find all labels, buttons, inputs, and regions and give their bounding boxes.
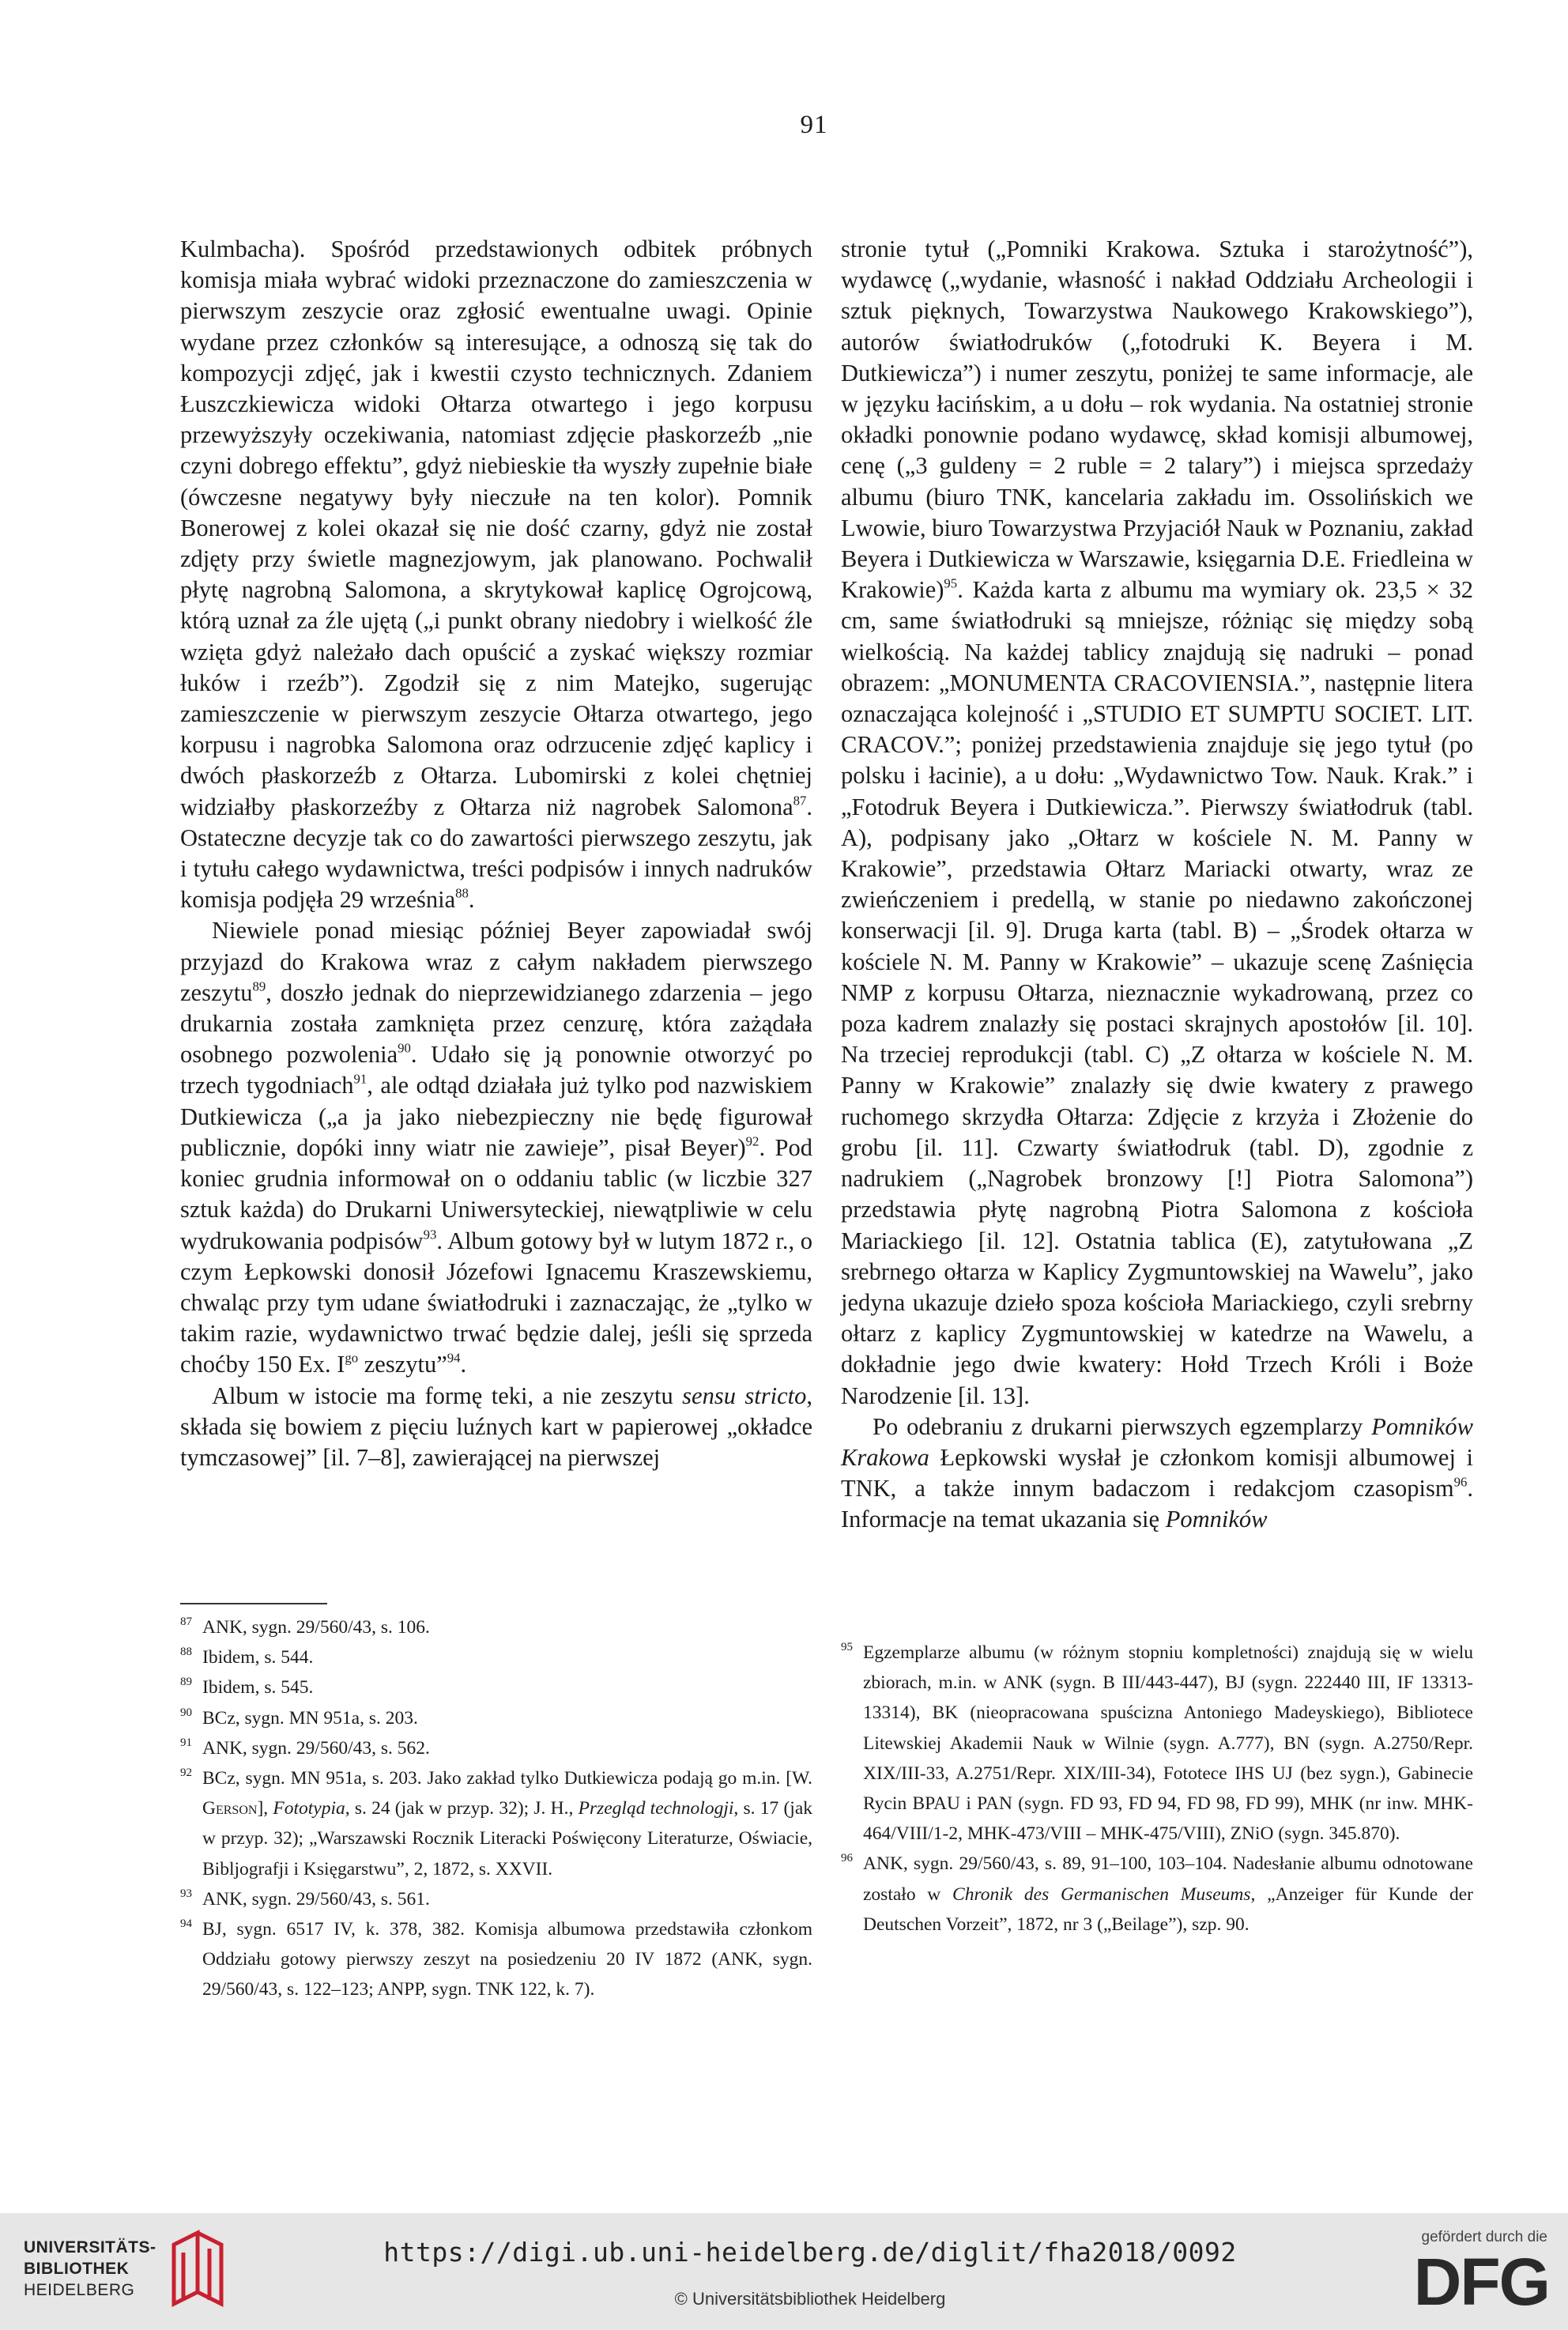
paragraph: Po odebraniu z drukarni pierwszych egzemplarzy Pomników Krakowa Łepkowski wysłał je członkom komisji albumowej i TNK, a także innym badaczom i redakcjom czasopism$^{96}$. Informacje na temat ukazania się Pomników xyxy=(841,1412,1473,1533)
left-column xyxy=(180,234,812,1473)
footnote-ref[interactable]: 90 xyxy=(398,1040,411,1056)
dfg-sponsor-logo[interactable]: gefördert durch die DFG xyxy=(1381,2229,1555,2324)
dfg-logo: DFG xyxy=(1413,2245,1549,2319)
copyright-notice: © Universitätsbibliothek Heidelberg xyxy=(674,2289,946,2309)
document-url-link[interactable]: https://digi.ub.uni-heidelberg.de/diglit/fha2018/0092 xyxy=(383,2237,1237,2268)
paragraph: Niewiele ponad miesiąc później Beyer zapowiadał swój przyjazd do Krakowa wraz z całym nakładem pierwszego zeszytu$^{89}$, doszło jednak do nieprzewidzianego zdarzenia – jego drukarnia została zamknięta przez cenzurę, która zażądała osobnego pozwolenia$^{90}$. Udało się ją ponownie otworzyć po trzech tygodniach$^{91}$, ale odtąd działała już tylko pod nazwiskiem Dutkiewicza („a ja jako niebezpieczny nie będę figurował publicznie, dopóki inny wiatr nie zawieje”, pisał Beyer)$^{92}$. Pod koniec grudnia informował on o oddaniu tablic (w liczbie 327 sztuk każda) do Drukarni Uniwersyteckiej, niewątpliwie w celu wydrukowania podpisów$^{93}$. Album gotowy był w lutym 1872 r., o czym Łepkowski donosił Józefowi Ignacemu Kraszewskiemu, chwaląc przy tym udane światłodruki i zaznaczając, że „tylko w takim razie, wydawnictwo trwać będzie dalej, jeśli się sprzeda choćby 150 Ex. $I^{go}$ zeszytu”$^{94}$. xyxy=(180,917,813,1378)
footnote: 87 ANK, sygn. 29/560/43, s. 106. xyxy=(180,1616,430,1638)
footnotes-left xyxy=(180,1612,812,2005)
footnote: 91 ANK, sygn. 29/560/43, s. 562. xyxy=(180,1736,430,1759)
paragraph: stronie tytuł („Pomniki Krakowa. Sztuka i starożytność”), wydawcę („wydanie, własność i nakład Oddziału Archeologii i sztuk pięknych, Towarzystwa Naukowego Krakowskiego”), autorów światłodruków („fotodruki K. Beyera i M. Dutkiewicza”) i numer zeszytu, poniżej te same informacje, ale w języku łacińskim, a u dołu – rok wydania. Na ostatniej stronie okładki ponownie podano wydawcę, skład komisji albumowej, cenę („3 guldeny = 2 ruble = 2 talary”) i miejsca sprzedaży albumu (biuro TNK, kancelaria zakładu im. Ossolińskich we Lwowie, biuro Towarzystwa Przyjaciół Nauk w Poznaniu, zakład Beyera i Dutkiewicza w Warszawie, księgarnia D.E. Friedleina w Krakowie)$^{95}$. Każda karta z albumu ma wymiary ok. 23,5 × 32 cm, same światłodruki są mniejsze, różniąc się między sobą wielkością. Na każdej tablicy znajdują się nadruki – ponad obrazem: „MONUMENTA CRACOVIENSIA.”, następnie litera oznaczająca kolejność i „STUDIO ET SUMPTU SOCIET. LIT. CRACOV.”; poniżej przedstawienia znajduje się jego tytuł (po polsku i łacinie), a u dołu: „Wydawnictwo Tow. Nauk. Krak.” i „Fotodruk Beyera i Dutkiewicza.”. Pierwszy światłodruk (tabl. A), podpisany jako „Ołtarz w kościele N. M. Panny w Krakowie”, przedstawia Ołtarz Mariacki otwarty, wraz ze zwieńczeniem i predellą, w stanie po niedawno zakończonej konserwacji [il. 9]. Druga karta (tabl. B) – „Środek ołtarza w kościele N. M. Panny w Krakowie” – ukazuje scenę Zaśnięcia NMP z korpusu Ołtarza, nieznacznie wykadrowaną, przez co poza kadrem znalazły się postaci skrajnych apostołów [il. 10]. Na trzeciej reprodukcji (tabl. C) „Z ołtarza w kościele N. M. Panny w Krakowie” znalazły się dwie kwatery z prawego ruchomego skrzydła Ołtarza: Zdjęcie z krzyża i Złożenie do grobu [il. 11]. Czwarty światłodruk (tabl. D), zgodnie z nadrukiem („Nagrobek bronzowy [!] Piotra Salomona”) przedstawia płytę nagrobną Piotra Salomona z kościoła Mariackiego [il. 12]. Ostatnia tablica (E), zatytułowana „Z srebrnego ołtarza w Kaplicy Zygmuntowskiej na Wawelu”, jako jedyna ukazuje dzieło spoza kościoła Mariackiego, czyli srebrny ołtarz z kaplicy Zygmuntowskiej w katedrze na Wawelu, a dokładnie jego dwie kwatery: Hołd Trzech Króli i Boże Narodzenie [il. 13]. xyxy=(841,236,1473,1409)
footnote: 96 ANK, sygn. 29/560/43, s. 89, 91–100, 103–104. Nadesłanie albumu odnotowane zostało w Chronik des Germanischen Museums, „Anzeiger für Kunde der Deutschen Vorzeit”, 1872, nr 3 („Beilage”), szp. 90. xyxy=(841,1852,1473,1935)
footnote-divider xyxy=(180,1603,327,1604)
right-column xyxy=(841,234,1473,1536)
paragraph: Album w istocie ma formę teki, a nie zeszytu sensu stricto, składa się bowiem z pięciu luźnych kart w papierowej „okładce tymczasowej” [il. 7–8], zawierającej na pierwszej xyxy=(180,1382,812,1471)
footnote-ref[interactable]: 87 xyxy=(793,793,807,809)
footnote-ref[interactable]: 96 xyxy=(1453,1474,1468,1490)
university-library-logo[interactable]: UNIVERSITÄTS- BIBLIOTHEK HEIDELBERG xyxy=(24,2235,261,2306)
footnote: 92 BCz, sygn. MN 951a, s. 203. Jako zakład tylko Dutkiewicza podają go m.in. [W. Gerson], Fototypia, s. 24 (jak w przyp. 32); J. H., Przegląd technologji, s. 17 (jak w przyp. 32); „Warszawski Rocznik Literacki Poświęcony Literaturze, Oświacie, Bibljografji i Księgarstwu”, 2, 1872, s. XXVII. xyxy=(180,1766,812,1879)
footnote-ref[interactable]: 95 xyxy=(944,575,958,591)
footnote: 88 Ibidem, s. 544. xyxy=(180,1646,314,1668)
footnote: 94 BJ, sygn. 6517 IV, k. 378, 382. Komisja albumowa przedstawiła członkom Oddziału gotowy pierwszy zeszyt na posiedzeniu 20 IV 1872 (ANK, sygn. 29/560/43, s. 122–123; ANPP, sygn. TNK 122, k. 7). xyxy=(180,1917,812,2000)
superscript: go xyxy=(345,1350,359,1366)
footnote-ref[interactable]: 93 xyxy=(423,1226,437,1242)
page-number: 91 xyxy=(800,111,828,139)
footnote: 93 ANK, sygn. 29/560/43, s. 561. xyxy=(180,1887,430,1910)
footnote: 90 BCz, sygn. MN 951a, s. 203. xyxy=(180,1706,418,1729)
footnote-ref[interactable]: 88 xyxy=(455,885,469,901)
footnote-ref[interactable]: 94 xyxy=(447,1350,461,1366)
paragraph: Kulmbacha). Spośród przedstawionych odbitek próbnych komisja miała wybrać widoki przeznaczone do zamieszczenia w pierwszym zeszycie oraz zgłosić ewentualne uwagi. Opinie wydane przez członków są interesujące, a odnoszą się tak do kompozycji zdjęć, jak i kwestii czysto technicznych. Zdaniem Łuszczkiewicza widoki Ołtarza otwartego i jego korpusu przewyższyły oczekiwania, natomiast zdjęcie płaskorzeźb „nie czyni dobrego effektu”, gdyż niebieskie tła wyszły zupełnie białe (ówczesne negatywy były nieczułe na ten kolor). Pomnik Bonerowej z kolei okazał się nie dość czarny, gdyż nie został zdjęty przy świetle magnezjowym, jak planowano. Pochwalił płytę nagrobną Salomona, a skrytykował kaplicę Ogrojcową, którą uznał za źle ujętą („i punkt obrany niedobry i wielkość źle wzięta gdyż należało dach opuścić a zyskać większy rozmiar łuków i rzeźb”). Zgodził się z nim Matejko, sugerując zamieszczenie w pierwszym zeszycie Ołtarza otwartego, jego korpusu i nagrobka Salomona oraz odrzucenie zdjęć kaplicy i dwóch płaskorzeźb z Ołtarza. Lubomirski z kolei chętniej widziałby płaskorzeźby z Ołtarza niż nagrobek Salomona$^{87}$. Ostateczne decyzje tak co do zawartości pierwszego zeszytu, jak i tytułu całego wydawnictwa, treści podpisów i innych nadruków komisja podjęła 29 września$^{88}$. xyxy=(180,236,812,914)
footnote-ref[interactable]: 91 xyxy=(353,1071,368,1087)
footnote-ref[interactable]: 92 xyxy=(745,1133,760,1149)
footnote-ref[interactable]: 89 xyxy=(252,978,266,994)
footnotes-right xyxy=(841,1638,1473,1940)
footnote: 95 Egzemplarze albumu (w różnym stopniu kompletności) znajdują się w wielu zbiorach, m.in. w ANK (sygn. B III/443-447), BJ (sygn. 222440 III, IF 13313-13314), BK (nieopracowana spuścizna Antoniego Madeyskiego), Bibliotece Litewskiej Akademii Nauk w Wilnie (sygn. A.777), BN (sygn. A.2750/Repr. XIX/III-33, A.2751/Repr. XIX/III-34), Fototece IHS UJ (bez sygn.), Gabinecie Rycin BPAU i PAN (sygn. FD 93, FD 94, FD 98, FD 99), MHK (nr inw. MHK-464/VIII/1-2, MHK-473/VIII – MHK-475/VIII), ZNiO (sygn. 345.870). xyxy=(841,1641,1473,1845)
footer-bar xyxy=(0,2213,1568,2330)
footnote: 89 Ibidem, s. 545. xyxy=(180,1676,314,1698)
